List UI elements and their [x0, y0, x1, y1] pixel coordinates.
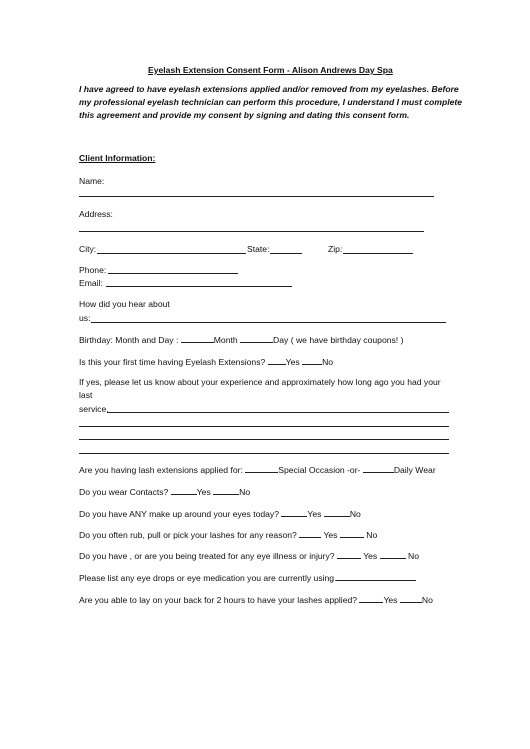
- contacts-no-label: No: [239, 487, 251, 497]
- rub-no-line[interactable]: [340, 529, 364, 538]
- contacts-question: Do you wear Contacts?: [79, 487, 169, 497]
- first-time-row: [79, 356, 333, 368]
- drops-line[interactable]: [336, 572, 416, 581]
- illness-question: Do you have , or are you being treated for any eye illness or injury?: [79, 551, 335, 561]
- first-time-yes-line[interactable]: [268, 356, 286, 365]
- rub-row: [79, 529, 377, 541]
- address-label: Address:: [79, 209, 113, 219]
- rub-no-label: No: [366, 530, 378, 540]
- lay-question: Are you able to lay on your back for 2 hours to have your lashes applied?: [79, 595, 358, 605]
- special-occasion-label: Special Occasion -or-: [278, 465, 361, 475]
- city-line[interactable]: [97, 253, 246, 254]
- birthday-month-label: Month: [213, 335, 238, 345]
- form-title: Eyelash Extension Consent Form - Alison Andrews Day Spa: [148, 65, 393, 75]
- name-label: Name:: [79, 176, 105, 186]
- rub-question: Do you often rub, pull or pick your lashes for any reason?: [79, 530, 297, 540]
- email-label: Email:: [79, 278, 103, 288]
- applied-for-question: Are you having lash extensions applied for:: [79, 465, 243, 475]
- lay-row: [79, 594, 433, 606]
- zip-line[interactable]: [343, 253, 413, 254]
- intro-line-1: I have agreed to have eyelash extensions applied and/or removed from my eyelashes. Before: [79, 84, 459, 94]
- experience-line-1: If yes, please let us know about your experience and approximately how long ago you had your: [79, 377, 441, 387]
- hear-line[interactable]: [91, 322, 446, 323]
- first-time-question: Is this your first time having Eyelash Extensions?: [79, 357, 266, 367]
- rub-yes-line[interactable]: [299, 529, 321, 538]
- client-info-heading: Client Information:: [79, 153, 156, 163]
- lay-yes-line[interactable]: [359, 594, 383, 603]
- illness-yes-line[interactable]: [337, 550, 361, 559]
- experience-answer-line-3[interactable]: [79, 439, 449, 440]
- phone-line[interactable]: [108, 273, 238, 274]
- experience-line-3: service.: [79, 404, 109, 414]
- birthday-month-line[interactable]: [181, 334, 214, 343]
- intro-line-2: my professional eyelash technician can perform this procedure, I understand I must complete: [79, 97, 463, 107]
- birthday-row: [79, 334, 403, 346]
- contacts-yes-label: Yes: [196, 487, 211, 497]
- illness-row: [79, 550, 419, 562]
- drops-row: [79, 572, 416, 584]
- daily-wear-line[interactable]: [363, 464, 394, 473]
- illness-no-label: No: [408, 551, 420, 561]
- first-time-no-line[interactable]: [302, 356, 322, 365]
- city-label: City:: [79, 244, 97, 254]
- makeup-no-label: No: [349, 509, 361, 519]
- drops-question: Please list any eye drops or eye medication you are currently using.: [79, 573, 337, 583]
- zip-label: Zip:: [328, 244, 343, 254]
- hear-label-1: How did you hear about: [79, 299, 170, 309]
- illness-yes-label: Yes: [363, 551, 378, 561]
- name-line[interactable]: [79, 196, 434, 197]
- birthday-label: Birthday: Month and Day :: [79, 335, 179, 345]
- first-time-no-label: No: [322, 357, 334, 367]
- experience-answer-line-2[interactable]: [79, 426, 449, 427]
- contacts-row: [79, 486, 250, 498]
- phone-label: Phone:: [79, 265, 107, 275]
- rub-yes-label: Yes: [323, 530, 338, 540]
- lay-no-line[interactable]: [400, 594, 422, 603]
- state-label: State:: [247, 244, 270, 254]
- address-line[interactable]: [79, 231, 424, 232]
- experience-line-2: last: [79, 390, 93, 400]
- illness-no-line[interactable]: [380, 550, 406, 559]
- applied-for-row: [79, 464, 436, 476]
- contacts-no-line[interactable]: [213, 486, 239, 495]
- intro-line-3: this agreement and provide my consent by signing and dating this consent form.: [79, 110, 410, 120]
- makeup-yes-label: Yes: [307, 509, 322, 519]
- lay-no-label: No: [421, 595, 433, 605]
- birthday-day-line[interactable]: [240, 334, 273, 343]
- first-time-yes-label: Yes: [285, 357, 300, 367]
- birthday-day-label: Day ( we have birthday coupons! ): [273, 335, 404, 345]
- hear-label-2: us:: [79, 313, 91, 323]
- lay-yes-label: Yes: [383, 595, 398, 605]
- state-line[interactable]: [270, 253, 302, 254]
- email-line[interactable]: [106, 286, 292, 287]
- special-occasion-line[interactable]: [245, 464, 278, 473]
- experience-answer-line-1[interactable]: [107, 412, 449, 413]
- makeup-question: Do you have ANY make up around your eyes today?: [79, 509, 280, 519]
- makeup-yes-line[interactable]: [281, 508, 307, 517]
- makeup-no-line[interactable]: [324, 508, 350, 517]
- makeup-row: [79, 508, 361, 520]
- contacts-yes-line[interactable]: [171, 486, 197, 495]
- experience-answer-line-4[interactable]: [79, 453, 449, 454]
- daily-wear-label: Daily Wear: [393, 465, 436, 475]
